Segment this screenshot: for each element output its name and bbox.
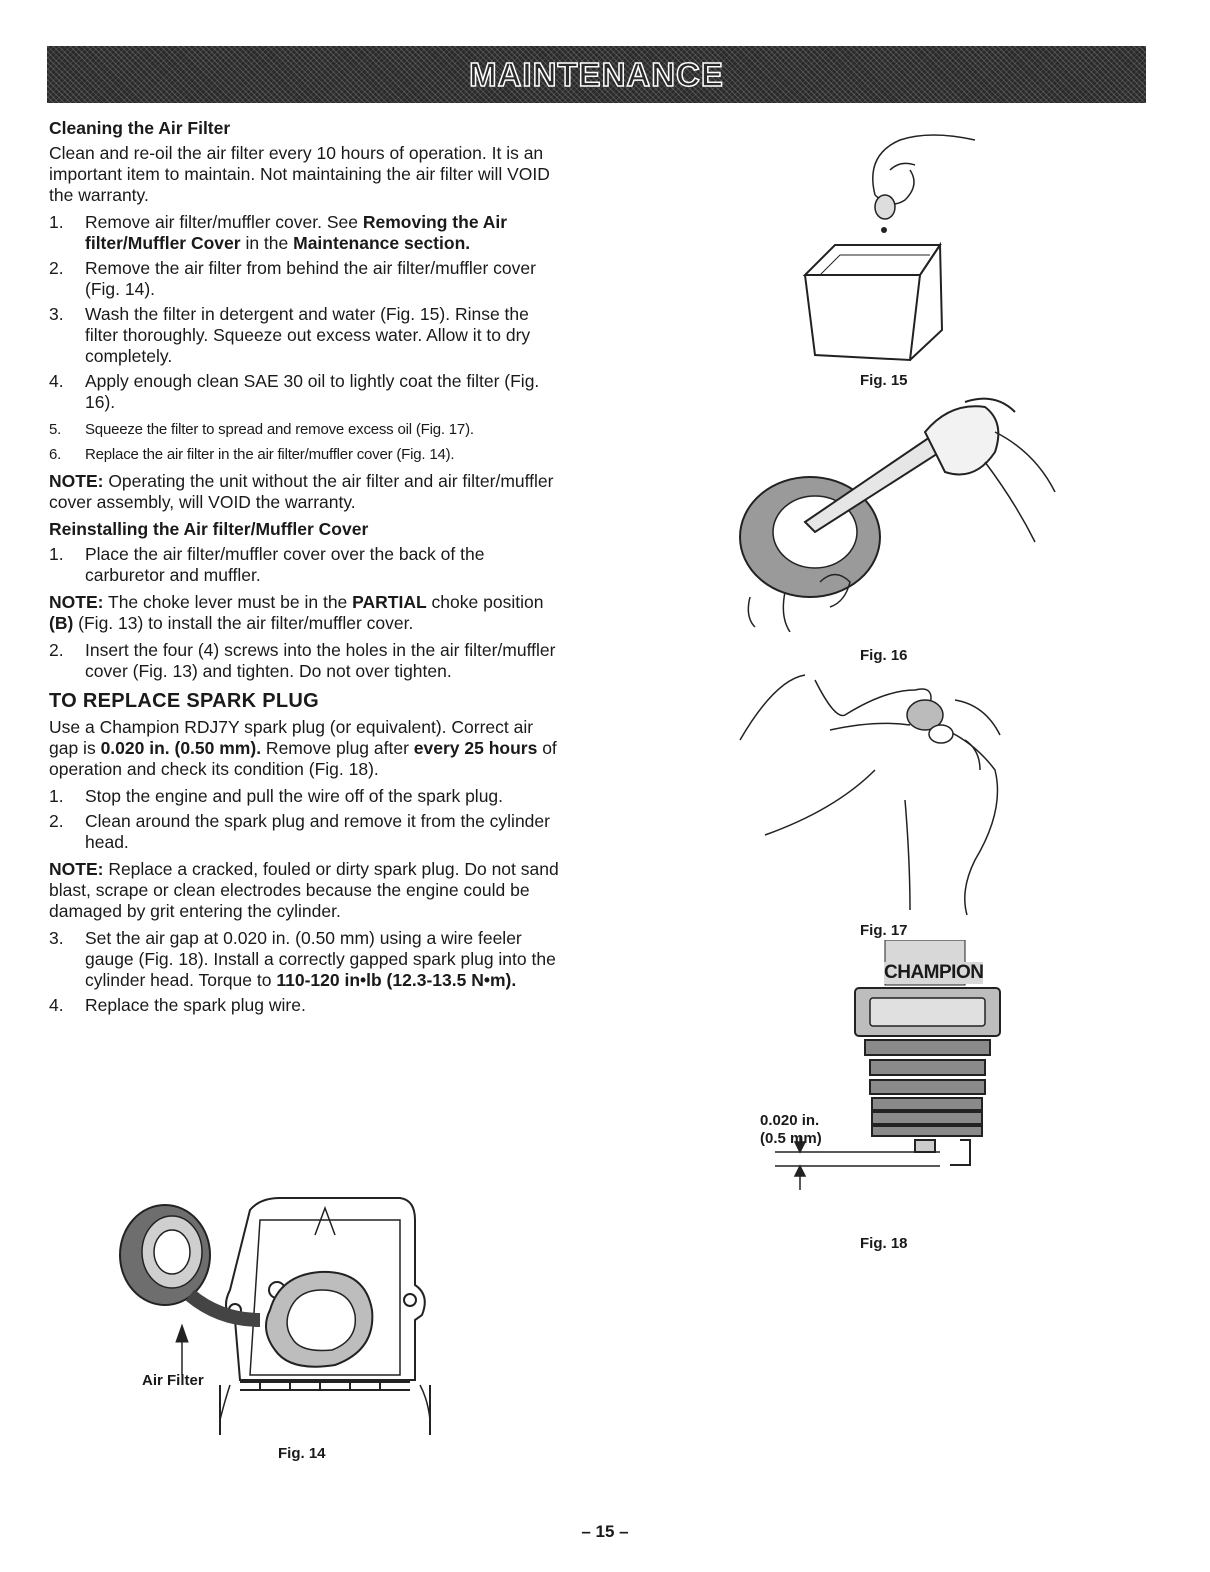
- air-filter-steps-small: [49, 419, 563, 465]
- fig15-hand: [873, 135, 975, 219]
- fig18-hex-nut: [855, 988, 1000, 1036]
- fig14-caption: Fig. 14: [278, 1445, 326, 1462]
- air-filter-step-2: 2. Remove the air filter from behind the air filter/muffler cover (Fig. 14).: [49, 258, 536, 299]
- fig18-threads: [865, 1040, 990, 1136]
- spark-plug-step-2: 2. Clean around the spark plug and remove it from the cylinder head.: [49, 811, 550, 852]
- fig16-illustration: [735, 392, 1065, 632]
- air-filter-intro: Clean and re-oil the air filter every 10 hours of operation. It is an important item to maintain. Not maintaining the air filter will VOID the warranty.: [49, 143, 550, 205]
- fig14-loose-filter: [120, 1205, 260, 1320]
- fig18-caption: Fig. 18: [860, 1235, 908, 1252]
- spark-plug-note: NOTE: Replace a cracked, fouled or dirty spark plug. Do not sand blast, scrape or clean electrodes because the engine could be damaged by grit entering the cylinder.: [49, 859, 559, 921]
- spark-plug-heading: TO REPLACE SPARK PLUG: [49, 690, 320, 712]
- fig17-caption: Fig. 17: [860, 922, 908, 939]
- air-filter-note: NOTE: Operating the unit without the air filter and air filter/muffler cover assembly, will VOID the warranty.: [49, 471, 554, 512]
- spark-plug-step-3: 3. Set the air gap at 0.020 in. (0.50 mm) using a wire feeler gauge (Fig. 18). Install a correctly gapped spark plug into the cylinder head. Torque to 110-120 in•lb (12.3-13.5 N•m).: [49, 928, 556, 990]
- spark-plug-steps-2: [49, 928, 563, 1016]
- fig17-hands: [740, 675, 1000, 915]
- fig14-grille: [240, 1382, 410, 1390]
- reinstall-step-1: 1. Place the air filter/muffler cover over the back of the carburetor and muffler.: [49, 544, 485, 585]
- reinstall-heading: Reinstalling the Air filter/Muffler Cover: [49, 519, 369, 539]
- air-filter-steps: [49, 212, 563, 413]
- fig14-arrow: [176, 1325, 188, 1375]
- fig17-illustration: [735, 660, 1055, 920]
- fig15-drop: [881, 227, 887, 233]
- fig14-label: Air Filter: [142, 1372, 204, 1389]
- fig15-caption: Fig. 15: [860, 372, 908, 389]
- fig17-filter: [907, 700, 953, 743]
- fig18-gap-mm: (0.5 mm): [760, 1130, 822, 1147]
- reinstall-steps: [49, 544, 563, 586]
- fig14-illustration: [110, 1190, 450, 1440]
- page-number: – 15 –: [581, 1522, 629, 1541]
- fig16-caption: Fig. 16: [860, 647, 908, 664]
- fig16-bottle: [805, 399, 1015, 532]
- reinstall-steps-2: [49, 640, 563, 682]
- air-filter-step-6: 6. Replace the air filter in the air filter/muffler cover (Fig. 14).: [49, 446, 455, 463]
- fig18-brand: CHAMPION: [884, 962, 984, 983]
- spark-plug-intro: Use a Champion RDJ7Y spark plug (or equivalent). Correct air gap is 0.020 in. (0.50 mm). Remove plug after every 25 hours of operation and check its condition (Fig. 18).: [49, 717, 557, 779]
- fig18-gap-in: 0.020 in.: [760, 1112, 820, 1129]
- air-filter-step-5: 5. Squeeze the filter to spread and remove excess oil (Fig. 17).: [49, 421, 474, 438]
- page-title: MAINTENANCE: [469, 55, 724, 93]
- reinstall-note: NOTE: The choke lever must be in the PARTIAL choke position (B) (Fig. 13) to install the air filter/muffler cover.: [49, 592, 544, 633]
- spark-plug-step-1: 1. Stop the engine and pull the wire off of the spark plug.: [49, 786, 504, 806]
- fig15-illustration: [780, 115, 980, 370]
- section-banner: [47, 46, 1146, 103]
- reinstall-step-2: 2. Insert the four (4) screws into the holes in the air filter/muffler cover (Fig. 13) and tighten. Do not over tighten.: [49, 640, 556, 681]
- spark-plug-step-4: 4. Replace the spark plug wire.: [49, 995, 306, 1015]
- fig14-filter-element: [266, 1272, 372, 1367]
- air-filter-step-4: 4. Apply enough clean SAE 30 oil to lightly coat the filter (Fig. 16).: [49, 371, 540, 412]
- fig15-basin: [805, 245, 942, 360]
- air-filter-step-1: 1. Remove air filter/muffler cover. See Removing the Air filter/Muffler Cover in the Maintenance section.: [49, 212, 508, 253]
- left-column: [49, 118, 563, 1022]
- air-filter-step-3: 3. Wash the filter in detergent and water (Fig. 15). Rinse the filter thoroughly. Squeeze out excess water. Allow it to dry completely.: [49, 304, 531, 366]
- spark-plug-steps: [49, 786, 563, 853]
- air-filter-heading: Cleaning the Air Filter: [49, 118, 231, 138]
